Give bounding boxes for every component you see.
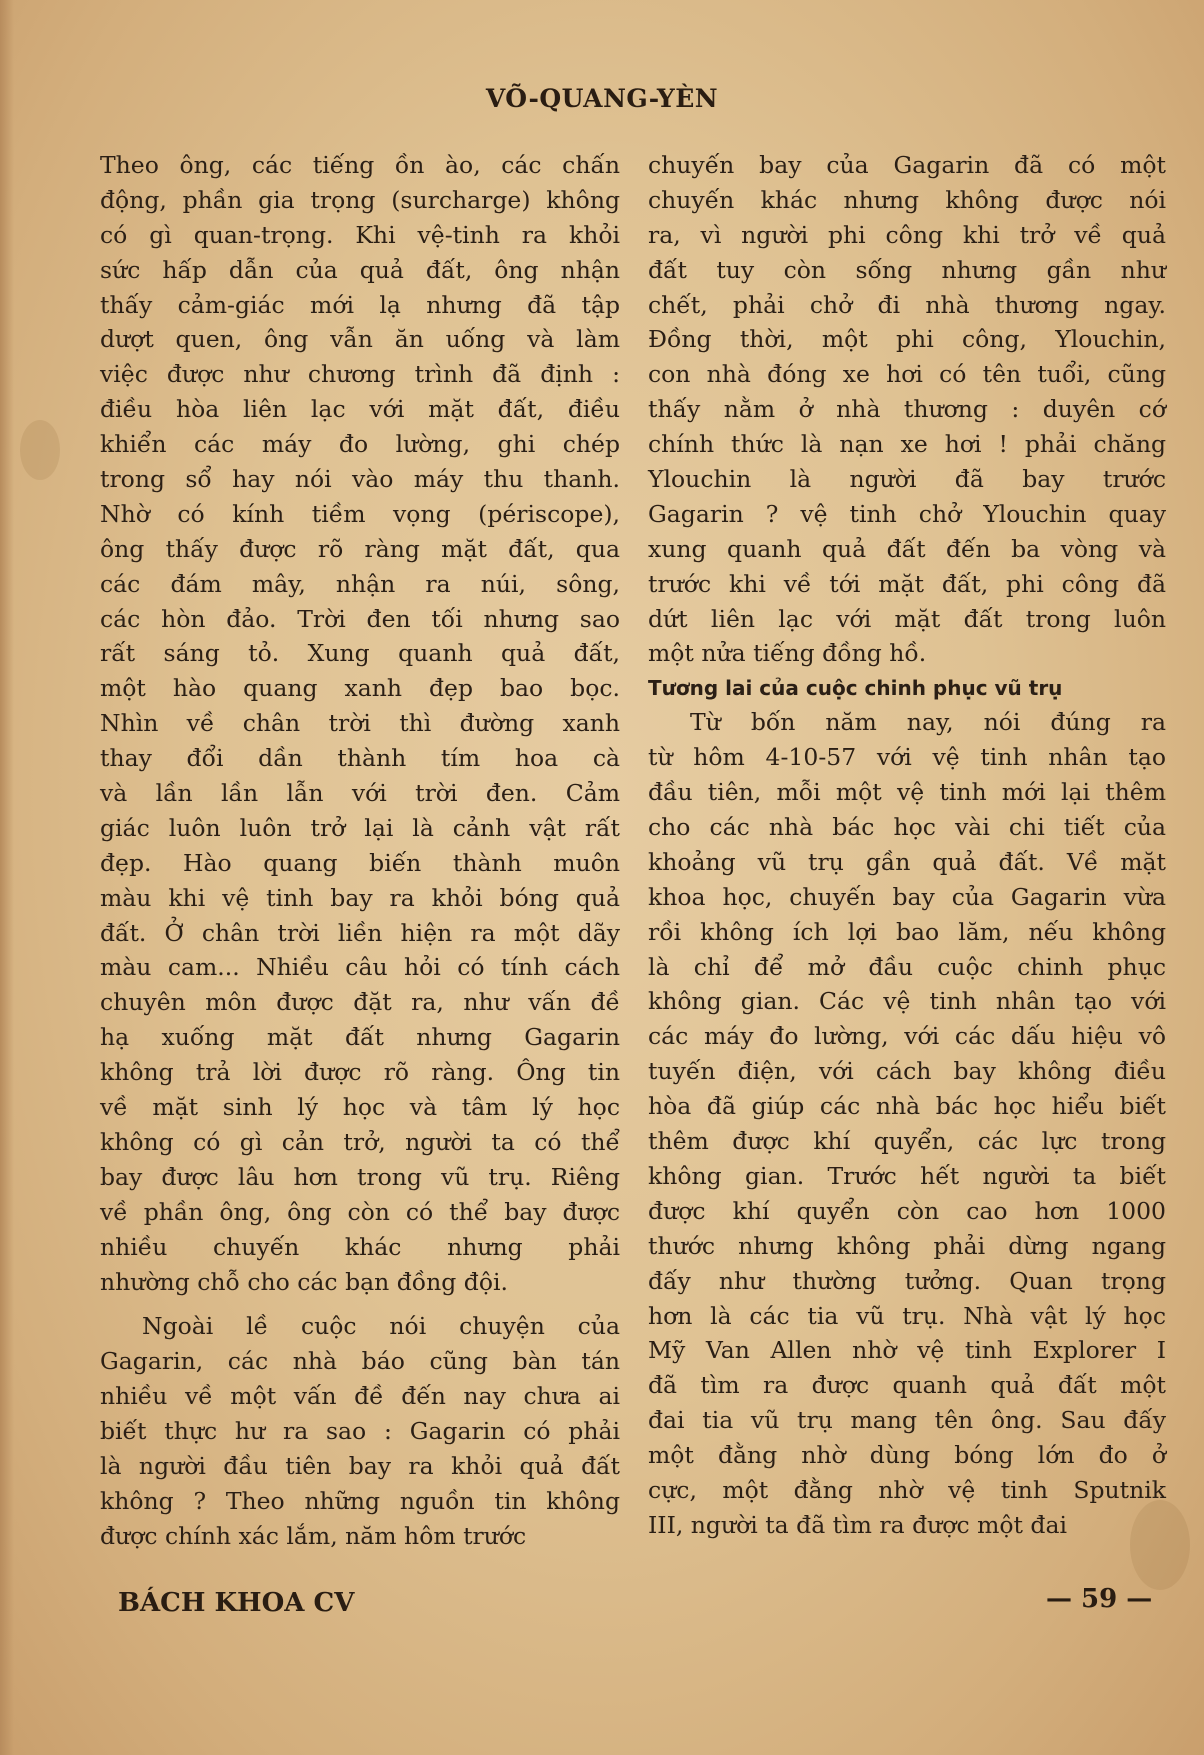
text-line: màu cam... Nhiều câu hỏi có tính cách — [100, 953, 620, 982]
text-line: một hào quang xanh đẹp bao bọc. — [100, 674, 620, 703]
text-line: giác luôn luôn trở lại là cảnh vật rất — [100, 813, 620, 842]
text-line: đầu tiên, mỗi một vệ tinh mới lại thêm — [648, 778, 1166, 807]
text-line: không trả lời được rõ ràng. Ông tin — [100, 1058, 620, 1087]
text-line: nhường chỗ cho các bạn đồng đội. — [100, 1267, 508, 1296]
text-line: màu khi vệ tinh bay ra khỏi bóng quả — [100, 883, 620, 912]
text-line: chuyên môn được đặt ra, như vấn đề — [100, 988, 620, 1017]
paragraph — [648, 148, 1166, 671]
text-line: cực, một đằng nhờ vệ tinh Sputnik — [648, 1475, 1166, 1504]
text-line: là người đầu tiên bay ra khỏi quả đất — [100, 1451, 620, 1480]
text-line: khoa học, chuyến bay của Gagarin vừa — [648, 882, 1166, 911]
text-line: rất sáng tỏ. Xung quanh quả đất, — [100, 639, 620, 668]
text-line: bay được lâu hơn trong vũ trụ. Riêng — [100, 1162, 620, 1191]
left-column — [100, 148, 620, 1554]
text-line: dượt quen, ông vẫn ăn uống và làm — [100, 325, 620, 354]
text-line: đẹp. Hào quang biến thành muôn — [100, 848, 620, 877]
text-line: không gian. Các vệ tinh nhân tạo với — [648, 987, 1166, 1016]
text-line: đất. Ở chân trời liền hiện ra một dãy — [100, 918, 620, 947]
text-line: từ hôm 4-10-57 với vệ tinh nhân tạo — [648, 743, 1166, 772]
text-line: Ylouchin là người đã bay trước — [648, 465, 1166, 494]
text-line: chuyến bay của Gagarin đã có một — [648, 151, 1166, 179]
text-line: chính thức là nạn xe hơi ! phải chăng — [648, 430, 1166, 459]
text-line: đấy như thường tưởng. Quan trọng — [648, 1266, 1166, 1295]
text-line: chuyến khác nhưng không được nói — [648, 185, 1166, 214]
text-line: sức hấp dẫn của quả đất, ông nhận — [100, 255, 620, 284]
text-line: Gagarin ? vệ tinh chở Ylouchin quay — [648, 499, 1166, 528]
text-line: biết thực hư ra sao : Gagarin có phải — [100, 1417, 620, 1446]
text-line: các máy đo lường, với các dấu hiệu vô — [648, 1022, 1166, 1051]
text-line: Mỹ Van Allen nhờ vệ tinh Explorer I — [648, 1336, 1166, 1365]
page-number: — 59 — — [1046, 1584, 1153, 1614]
text-line: một nửa tiếng đồng hồ. — [648, 639, 927, 668]
text-line: Nhờ có kính tiềm vọng (périscope), — [100, 499, 620, 528]
text-line: III, người ta đã tìm ra được một đai — [648, 1510, 1067, 1539]
text-line: hạ xuống mặt đất nhưng Gagarin — [100, 1023, 620, 1052]
text-line: Nhìn về chân trời thì đường xanh — [100, 709, 620, 738]
text-line: xung quanh quả đất đến ba vòng và — [648, 534, 1166, 563]
torn-left-edge — [0, 0, 14, 1755]
text-line: không gian. Trước hết người ta biết — [648, 1161, 1166, 1190]
text-line: rồi không ích lợi bao lăm, nếu không — [648, 917, 1166, 946]
text-line: được khí quyển còn cao hơn 1000 — [648, 1196, 1166, 1225]
text-line: về mặt sinh lý học và tâm lý học — [100, 1093, 620, 1122]
text-line: trước khi về tới mặt đất, phi công đã — [648, 569, 1166, 598]
text-line: động, phần gia trọng (surcharge) không — [100, 185, 620, 214]
paragraph — [100, 1309, 620, 1553]
running-title: VÕ-QUANG-YÈN — [485, 84, 719, 113]
text-line: tuyến điện, với cách bay không điều — [648, 1057, 1166, 1086]
text-line: hơn là các tia vũ trụ. Nhà vật lý học — [648, 1301, 1166, 1330]
text-line: là chỉ để mở đầu cuộc chinh phục — [648, 952, 1166, 981]
text-line: được chính xác lắm, năm hôm trước — [100, 1521, 527, 1550]
text-line: Ngoài lề cuộc nói chuyện của — [142, 1312, 620, 1341]
text-line: Đồng thời, một phi công, Ylouchin, — [648, 325, 1166, 354]
text-line: cho các nhà bác học vài chi tiết của — [648, 813, 1166, 842]
text-line: đã tìm ra được quanh quả đất một — [648, 1371, 1166, 1400]
text-line: thấy nằm ở nhà thương : duyên cớ — [648, 395, 1166, 424]
text-line: điều hòa liên lạc với mặt đất, điều — [100, 395, 620, 424]
paper-stain — [20, 420, 60, 480]
section-subheading: Tương lai của cuộc chinh phục vũ trụ — [648, 676, 1063, 701]
publication-name: BÁCH KHOA CV — [118, 1588, 355, 1618]
text-line: đai tia vũ trụ mang tên ông. Sau đấy — [648, 1406, 1166, 1435]
text-line: nhiều về một vấn đề đến nay chưa ai — [100, 1382, 620, 1411]
text-line: và lần lần lẫn với trời đen. Cảm — [100, 779, 620, 808]
right-column — [648, 148, 1166, 1543]
text-line: ông thấy được rõ ràng mặt đất, qua — [100, 534, 620, 563]
text-line: về phần ông, ông còn có thể bay được — [100, 1197, 620, 1226]
text-line: Từ bốn năm nay, nói đúng ra — [690, 708, 1166, 737]
text-line: nhiều chuyến khác nhưng phải — [100, 1232, 620, 1261]
paragraph — [648, 705, 1166, 1542]
text-line: các hòn đảo. Trời đen tối nhưng sao — [100, 604, 620, 633]
text-line: Gagarin, các nhà báo cũng bàn tán — [100, 1347, 620, 1376]
text-line: hòa đã giúp các nhà bác học hiểu biết — [648, 1092, 1166, 1121]
text-line: thước nhưng không phải dừng ngang — [648, 1231, 1166, 1260]
text-line: khoảng vũ trụ gần quả đất. Về mặt — [648, 847, 1166, 876]
text-line: dứt liên lạc với mặt đất trong luôn — [648, 604, 1166, 633]
paragraph — [100, 148, 620, 1299]
text-line: chết, phải chở đi nhà thương ngay. — [648, 290, 1166, 319]
text-line: không có gì cản trở, người ta có thể — [100, 1127, 620, 1156]
text-line: con nhà đóng xe hơi có tên tuổi, cũng — [648, 360, 1166, 389]
text-line: Theo ông, các tiếng ồn ào, các chấn — [100, 151, 620, 179]
text-line: không ? Theo những nguồn tin không — [100, 1486, 620, 1515]
text-line: khiển các máy đo lường, ghi chép — [100, 430, 620, 459]
text-line: thấy cảm-giác mới lạ nhưng đã tập — [100, 290, 620, 319]
text-line: thêm được khí quyển, các lực trong — [648, 1127, 1166, 1156]
text-line: thay đổi dần thành tím hoa cà — [100, 744, 620, 773]
text-line: việc được như chương trình đã định : — [100, 360, 620, 389]
text-line: các đám mây, nhận ra núi, sông, — [100, 569, 620, 598]
text-line: đất tuy còn sống nhưng gần như — [648, 255, 1166, 284]
text-line: có gì quan-trọng. Khi vệ-tinh ra khỏi — [100, 220, 620, 249]
text-line: ra, vì người phi công khi trở về quả — [648, 220, 1166, 249]
text-line: một đằng nhờ dùng bóng lớn đo ở — [648, 1441, 1166, 1470]
text-line: trong sổ hay nói vào máy thu thanh. — [100, 465, 620, 494]
